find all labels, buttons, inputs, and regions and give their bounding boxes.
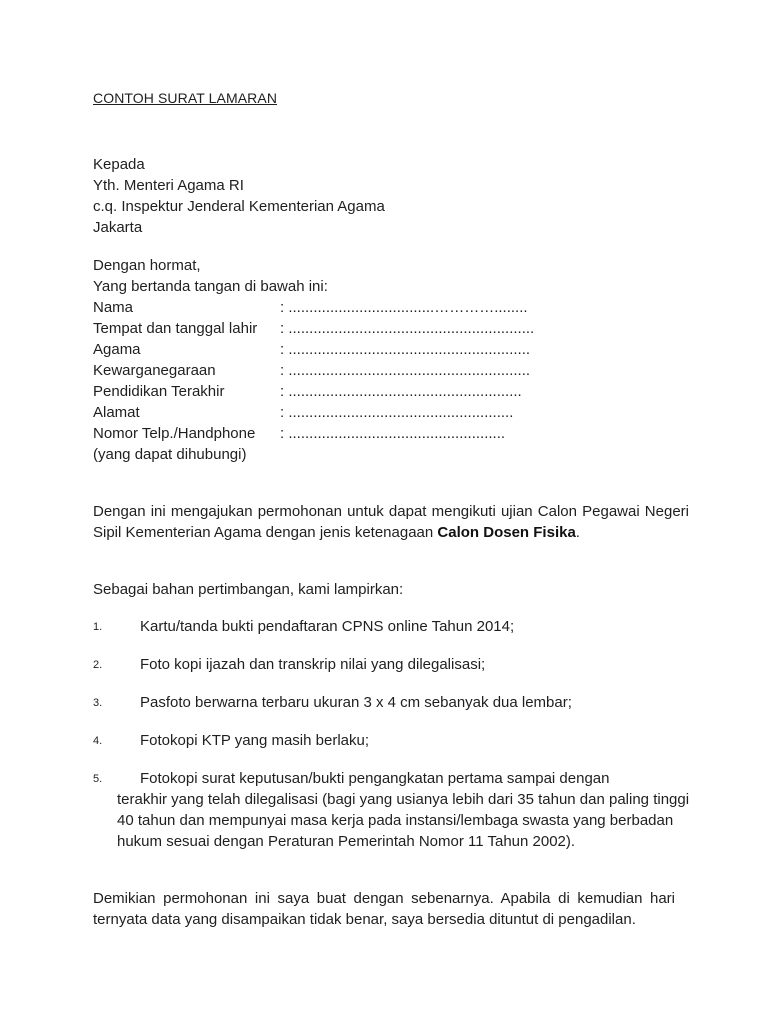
position-name: Calon Dosen Fisika — [437, 524, 576, 541]
application-text: Dengan ini mengajukan permohonan untuk dapat mengikuti ujian Calon Pegawai Negeri Sipil Kementerian Agama dengan jenis ketenagaan — [93, 503, 689, 541]
field-value: : ........................................................... — [280, 320, 535, 337]
field-label: Alamat — [93, 404, 140, 421]
list-text: Kartu/tanda bukti pendaftaran CPNS online Tahun 2014; — [140, 618, 515, 635]
intro-text: Yang bertanda tangan di bawah ini: — [93, 278, 328, 295]
recipient-line: Jakarta — [93, 219, 143, 236]
field-label: Tempat dan tanggal lahir — [93, 320, 258, 337]
field-value: : ...................................................... — [280, 404, 514, 421]
list-number: 5. — [93, 773, 103, 785]
field-label: Agama — [93, 341, 141, 358]
application-paragraph — [93, 501, 689, 543]
field-row-agama — [93, 339, 693, 360]
field-value: : ...................................…………........ — [280, 299, 528, 316]
recipient-line: Yth. Menteri Agama RI — [93, 177, 244, 194]
field-row-pendidikan — [93, 381, 693, 402]
closing-paragraph: Demikian permohonan ini saya buat dengan sebenarnya. Apabila di kemudian hari ternyata data yang disampaikan tidak benar, saya bersedia dituntut di pengadilan. — [93, 890, 675, 928]
list-text: Fotokopi surat keputusan/bukti pengangkatan pertama sampai dengan — [140, 770, 610, 787]
field-label: Nomor Telp./Handphone — [93, 425, 256, 442]
field-row-dihubungi — [93, 444, 693, 465]
list-number: 1. — [93, 621, 103, 633]
greeting-text: Dengan hormat, — [93, 257, 201, 274]
list-number: 3. — [93, 697, 103, 709]
field-row-telepon — [93, 423, 693, 444]
recipient-line: Kepada — [93, 156, 145, 173]
field-value: : .......................................................... — [280, 362, 531, 379]
list-text: Fotokopi KTP yang masih berlaku; — [140, 732, 370, 749]
field-value: : .................................................... — [280, 425, 506, 442]
field-value: : .......................................................... — [280, 341, 531, 358]
field-label: Pendidikan Terakhir — [93, 383, 225, 400]
list-item — [93, 730, 693, 751]
field-row-kewarganegaraan — [93, 360, 693, 381]
list-item — [93, 692, 693, 713]
field-label: Nama — [93, 299, 134, 316]
letter-page — [93, 88, 693, 930]
field-label: (yang dapat dihubungi) — [93, 446, 247, 463]
list-text: Pasfoto berwarna terbaru ukuran 3 x 4 cm sebanyak dua lembar; — [140, 694, 572, 711]
field-row-nama — [93, 297, 693, 318]
list-item — [93, 768, 693, 852]
recipient-block — [93, 154, 693, 238]
list-text: Foto kopi ijazah dan transkrip nilai yang dilegalisasi; — [140, 656, 486, 673]
attachments-list — [93, 616, 693, 852]
list-item — [93, 654, 693, 675]
recipient-line: c.q. Inspektur Jenderal Kementerian Agama — [93, 198, 385, 215]
application-end: . — [575, 524, 580, 541]
list-number: 4. — [93, 735, 103, 747]
list-number: 2. — [93, 659, 103, 671]
greeting-block — [93, 255, 693, 297]
letter-title: CONTOH SURAT LAMARAN — [93, 90, 278, 106]
field-value: : ........................................................ — [280, 383, 522, 400]
field-row-alamat — [93, 402, 693, 423]
field-row-ttl — [93, 318, 693, 339]
list-item — [93, 616, 693, 637]
attachments-intro: Sebagai bahan pertimbangan, kami lampirkan: — [93, 581, 404, 598]
applicant-fields — [93, 297, 693, 465]
list-text-continuation: terakhir yang telah dilegalisasi (bagi yang usianya lebih dari 35 tahun dan paling tinggi 40 tahun dan mempunyai masa kerja pada instansi/lembaga swasta yang berbadan hukum sesuai dengan Peraturan Pemerintah Nomor 11 Tahun 2002). — [117, 791, 690, 850]
field-label: Kewarganegaraan — [93, 362, 216, 379]
